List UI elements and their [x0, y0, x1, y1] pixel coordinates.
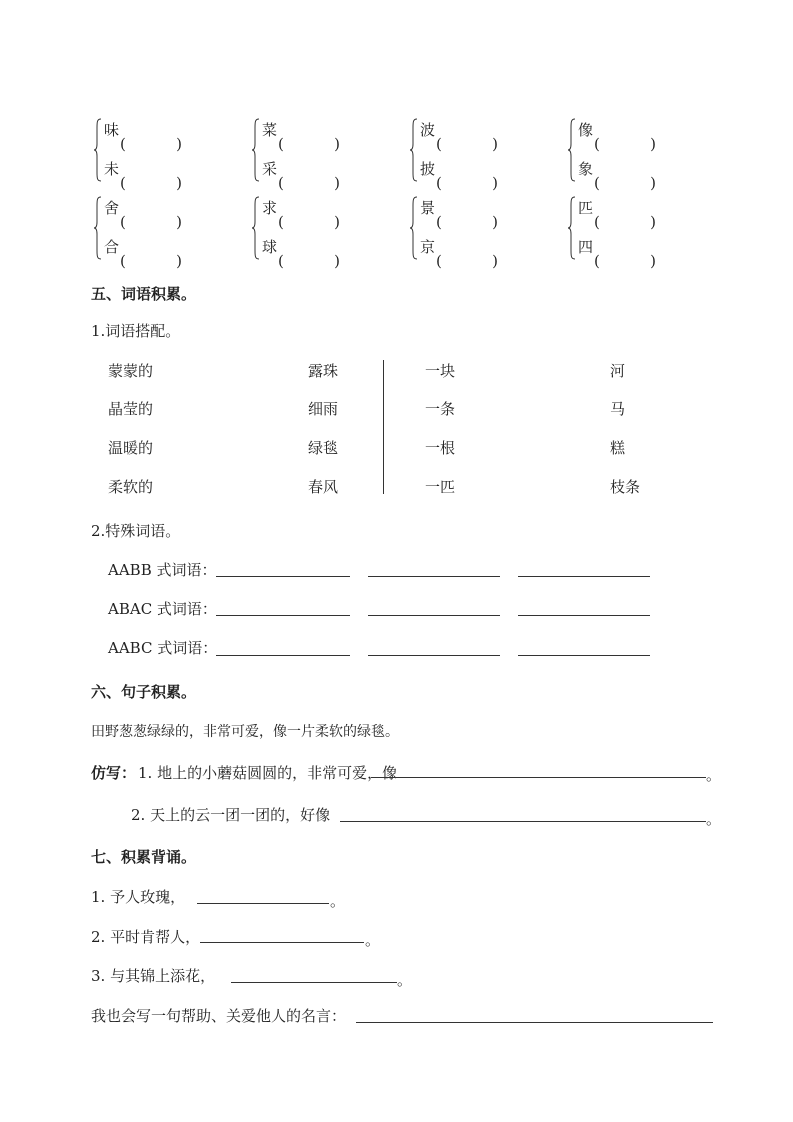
paren-close: ): [650, 213, 656, 231]
char-bottom: 球: [262, 238, 278, 256]
aabb-blank-2[interactable]: [368, 576, 500, 577]
match-right-b-1: 马: [610, 400, 626, 418]
paren-close: ): [334, 252, 340, 270]
paren-open: (: [436, 213, 442, 231]
char-bottom: 京: [420, 238, 436, 256]
abac-label: ABAC 式词语：: [108, 600, 217, 618]
recite-blank-1[interactable]: [197, 903, 329, 904]
brace-icon: [410, 118, 418, 182]
match-left-b-0: 露珠: [308, 362, 339, 380]
recite-period-3: 。: [397, 971, 413, 989]
example-sentence: 田野葱葱绿绿的，非常可爱，像一片柔软的绿毯。: [91, 724, 399, 740]
brace-icon: [252, 196, 260, 260]
char-pair-bottom: [262, 160, 340, 192]
char-pair-bottom: [104, 160, 182, 192]
char-top: 匹: [578, 199, 594, 217]
aabb-label: AABB 式词语：: [108, 561, 217, 579]
recite-period-1: 。: [330, 892, 346, 910]
char-pair-top: [262, 199, 340, 231]
match-right-a-0: 一块: [425, 362, 456, 380]
brace-icon: [94, 196, 102, 260]
special-words-title: 2.特殊词语。: [91, 522, 181, 540]
section-5-title: 五、词语积累。: [91, 285, 197, 303]
char-pair-group: [252, 118, 362, 192]
paren-open: (: [594, 213, 600, 231]
char-bottom: 采: [262, 160, 278, 178]
motto-blank[interactable]: [356, 1022, 713, 1023]
char-pair-bottom: [578, 160, 656, 192]
char-bottom: 四: [578, 238, 594, 256]
fangxie-blank-2[interactable]: [340, 821, 706, 822]
paren-close: ): [334, 213, 340, 231]
char-pair-bottom: [104, 238, 182, 270]
char-top: 菜: [262, 121, 278, 139]
match-left-b-3: 春风: [308, 478, 339, 496]
match-left-b-2: 绿毯: [308, 439, 339, 457]
abac-blank-3[interactable]: [518, 615, 650, 616]
aabb-blank-3[interactable]: [518, 576, 650, 577]
match-right-a-1: 一条: [425, 400, 456, 418]
section-7-title: 七、积累背诵。: [91, 848, 197, 866]
paren-close: ): [176, 174, 182, 192]
recite-item-2: 2. 平时肯帮人，: [91, 928, 201, 946]
char-bottom: 合: [104, 238, 120, 256]
match-right-b-0: 河: [610, 362, 626, 380]
char-pair-group: [568, 196, 678, 270]
fangxie-period-1: 。: [706, 766, 722, 784]
paren-close: ): [492, 135, 498, 153]
char-pair-bottom: [420, 160, 498, 192]
match-left-a-2: 温暖的: [108, 439, 154, 457]
char-pair-top: [578, 121, 656, 153]
char-top: 像: [578, 121, 594, 139]
char-top: 舍: [104, 199, 120, 217]
paren-close: ): [176, 135, 182, 153]
paren-open: (: [120, 174, 126, 192]
char-pair-group: [410, 196, 520, 270]
fangxie-label: 仿写：: [91, 764, 137, 782]
paren-open: (: [436, 174, 442, 192]
paren-open: (: [594, 174, 600, 192]
aabc-label: AABC 式词语：: [108, 639, 218, 657]
aabc-blank-1[interactable]: [216, 655, 350, 656]
brace-icon: [410, 196, 418, 260]
match-right-a-3: 一匹: [425, 478, 456, 496]
char-pair-group: [94, 196, 204, 270]
paren-open: (: [120, 252, 126, 270]
paren-close: ): [334, 174, 340, 192]
fangxie-item-2: 2. 天上的云一团一团的，好像: [131, 806, 331, 824]
char-pair-top: [104, 121, 182, 153]
abac-blank-2[interactable]: [368, 615, 500, 616]
match-left-a-1: 晶莹的: [108, 400, 154, 418]
char-pair-bottom: [262, 238, 340, 270]
char-pair-bottom: [420, 238, 498, 270]
char-pair-group: [410, 118, 520, 192]
char-top: 求: [262, 199, 278, 217]
paren-open: (: [278, 252, 284, 270]
char-pair-top: [104, 199, 182, 231]
paren-open: (: [278, 135, 284, 153]
char-pair-group: [252, 196, 362, 270]
char-pair-top: [420, 199, 498, 231]
paren-close: ): [492, 252, 498, 270]
match-right-b-3: 枝条: [610, 478, 641, 496]
char-top: 波: [420, 121, 436, 139]
char-top: 景: [420, 199, 436, 217]
char-pair-top: [578, 199, 656, 231]
aabc-blank-3[interactable]: [518, 655, 650, 656]
match-left-a-3: 柔软的: [108, 478, 154, 496]
recite-period-2: 。: [365, 931, 381, 949]
aabb-blank-1[interactable]: [216, 576, 350, 577]
fangxie-period-2: 。: [706, 810, 722, 828]
fangxie-blank-1[interactable]: [371, 777, 706, 778]
paren-close: ): [176, 213, 182, 231]
char-pair-top: [262, 121, 340, 153]
brace-icon: [568, 196, 576, 260]
char-pair-top: [420, 121, 498, 153]
paren-close: ): [492, 213, 498, 231]
paren-open: (: [436, 135, 442, 153]
brace-icon: [252, 118, 260, 182]
motto-prompt: 我也会写一句帮助、关爱他人的名言：: [91, 1007, 347, 1025]
paren-close: ): [176, 252, 182, 270]
word-matching-title: 1.词语搭配。: [91, 322, 181, 340]
recite-blank-2[interactable]: [200, 942, 364, 943]
match-right-a-2: 一根: [425, 439, 456, 457]
paren-open: (: [436, 252, 442, 270]
match-left-a-0: 蒙蒙的: [108, 362, 154, 380]
recite-blank-3[interactable]: [231, 982, 397, 983]
paren-close: ): [650, 135, 656, 153]
match-left-b-1: 细雨: [308, 400, 339, 418]
paren-close: ): [334, 135, 340, 153]
brace-icon: [568, 118, 576, 182]
char-bottom: 披: [420, 160, 436, 178]
paren-open: (: [120, 213, 126, 231]
brace-icon: [94, 118, 102, 182]
char-top: 味: [104, 121, 120, 139]
char-pair-group: [94, 118, 204, 192]
char-bottom: 未: [104, 160, 120, 178]
match-right-b-2: 糕: [610, 439, 626, 457]
char-pair-group: [568, 118, 678, 192]
match-divider: [383, 360, 384, 494]
abac-blank-1[interactable]: [216, 615, 350, 616]
paren-close: ): [492, 174, 498, 192]
paren-close: ): [650, 174, 656, 192]
paren-open: (: [278, 174, 284, 192]
recite-item-3: 3. 与其锦上添花，: [91, 967, 216, 985]
char-pair-bottom: [578, 238, 656, 270]
aabc-blank-2[interactable]: [368, 655, 500, 656]
paren-open: (: [594, 135, 600, 153]
recite-item-1: 1. 予人玫瑰，: [91, 888, 186, 906]
paren-open: (: [278, 213, 284, 231]
paren-open: (: [594, 252, 600, 270]
char-bottom: 象: [578, 160, 594, 178]
paren-open: (: [120, 135, 126, 153]
fangxie-item-1: 1. 地上的小蘑菇圆圆的，非常可爱，像: [138, 764, 398, 782]
paren-close: ): [650, 252, 656, 270]
section-6-title: 六、句子积累。: [91, 683, 197, 701]
